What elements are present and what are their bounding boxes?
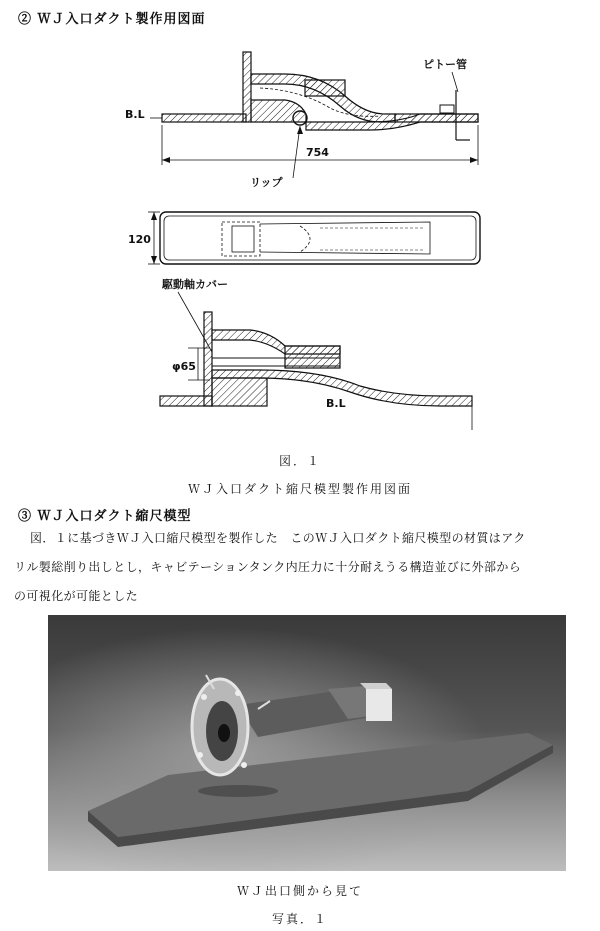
body-line: 図．１に基づきＷＪ入口縮尺模型を製作した このＷＪ入口ダクト縮尺模型の材質はアク bbox=[30, 531, 526, 545]
dim-width: 120 bbox=[128, 233, 151, 246]
figure-1-title: ＷＪ入口ダクト縮尺模型製作用図面 bbox=[187, 482, 412, 496]
top-view bbox=[160, 212, 480, 264]
photo-caption: ＷＪ出口側から見て bbox=[236, 884, 363, 898]
section-3-heading: ③ ＷＪ入口ダクト縮尺模型 bbox=[18, 509, 192, 524]
lip-label: リップ bbox=[250, 176, 283, 189]
section-2-heading: ② ＷＪ入口ダクト製作用図面 bbox=[18, 12, 206, 27]
section-view bbox=[160, 312, 472, 430]
model-photo bbox=[48, 615, 566, 871]
body-line: の可視化が可能とした bbox=[14, 589, 139, 603]
photo-number: 写真．１ bbox=[271, 912, 328, 926]
figure-1-number: 図．１ bbox=[278, 454, 321, 468]
bl-label-top: B.L bbox=[125, 108, 145, 121]
duct-drawing bbox=[0, 30, 600, 450]
bl-label-bottom: B.L bbox=[326, 397, 346, 410]
body-line: リル製総削り出しとし，キャビテーションタンク内圧力に十分耐えうる構造並びに外部から bbox=[14, 560, 522, 574]
dim-diameter: φ65 bbox=[172, 360, 196, 373]
dim-length: 754 bbox=[306, 146, 329, 159]
pitot-label: ピトー管 bbox=[423, 58, 467, 71]
body-paragraph bbox=[14, 524, 594, 611]
drive-shaft-cover-label: 駆動軸カバー bbox=[162, 278, 228, 291]
